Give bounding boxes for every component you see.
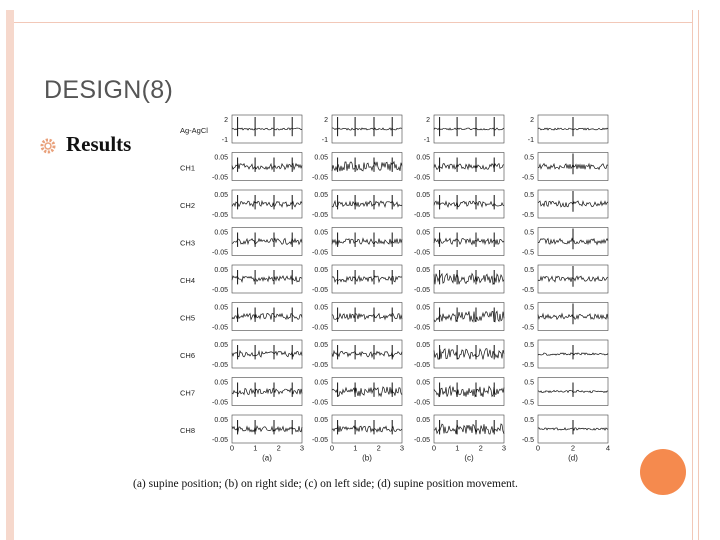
- channel-label-ch2: CH2: [180, 201, 196, 210]
- y-tick-top: 0.05: [416, 192, 430, 199]
- y-tick-bottom: -0.05: [414, 362, 430, 369]
- channel-label-ch3: CH3: [180, 238, 196, 248]
- signal-trace: [232, 164, 302, 170]
- y-tick-bottom: -0.05: [414, 287, 430, 294]
- y-tick-top: 0.05: [214, 417, 228, 424]
- y-tick-bottom: -1: [321, 137, 328, 144]
- signal-trace: [332, 314, 402, 320]
- channel-label-ch1: CH1: [180, 163, 196, 173]
- slide-title: DESIGN(8): [44, 76, 174, 104]
- y-tick-top: 0.05: [214, 379, 228, 387]
- y-tick-bottom: -0.05: [312, 437, 328, 444]
- y-tick-bottom: -0.05: [414, 437, 430, 444]
- y-tick-top: 0.05: [314, 417, 328, 424]
- y-tick-top: 0.05: [214, 229, 228, 237]
- signal-trace: [332, 426, 402, 432]
- y-tick-top: 0.5: [524, 267, 534, 274]
- panel-frame: [232, 378, 302, 406]
- channel-label-ch8: CH8: [180, 426, 196, 435]
- y-tick-top: 2: [224, 117, 228, 124]
- y-tick-top: 0.5: [524, 154, 534, 162]
- channel-label-ch5: CH5: [180, 313, 196, 323]
- y-tick-top: 0.05: [314, 154, 328, 162]
- signal-figure: [176, 110, 616, 475]
- signal-trace: [434, 274, 504, 285]
- y-tick-top: 0.05: [416, 304, 430, 312]
- y-tick-top: 0.05: [314, 342, 328, 349]
- y-tick-bottom: -0.05: [212, 324, 228, 332]
- y-tick-bottom: -0.5: [521, 174, 534, 182]
- column-label: (a): [262, 453, 272, 463]
- signal-trace: [332, 201, 402, 207]
- x-tick-label: 2: [478, 443, 483, 453]
- x-tick-label: 1: [353, 443, 358, 453]
- gear-bullet-icon: [40, 138, 56, 154]
- panel-frame: [332, 153, 402, 181]
- frame-top: [0, 0, 718, 10]
- y-tick-top: 0.5: [524, 417, 534, 424]
- channel-label-ch4: CH4: [180, 276, 196, 285]
- y-tick-top: 0.05: [416, 154, 430, 162]
- signal-trace: [434, 239, 504, 245]
- y-tick-top: 0.05: [314, 304, 328, 312]
- signal-trace: [434, 201, 504, 207]
- signal-trace: [332, 387, 402, 396]
- channel-label-ag-agcl: Ag-AgCl: [180, 126, 208, 135]
- y-tick-bottom: -0.5: [521, 324, 534, 332]
- signal-trace: [232, 276, 302, 282]
- x-tick-label: 0: [229, 443, 235, 453]
- y-tick-top: 0.05: [416, 379, 430, 387]
- y-tick-top: 0.05: [314, 192, 328, 199]
- signal-trace: [232, 351, 302, 357]
- frame-right-line: [692, 10, 693, 540]
- y-tick-bottom: -0.05: [212, 362, 228, 369]
- x-tick-label: 3: [501, 443, 507, 453]
- bullet-results: Results: [66, 132, 132, 156]
- signal-trace: [332, 351, 402, 357]
- y-tick-bottom: -0.05: [212, 212, 228, 219]
- x-tick-label: 2: [376, 443, 381, 453]
- y-tick-bottom: -0.05: [212, 287, 228, 294]
- y-tick-bottom: -0.5: [521, 437, 534, 444]
- y-tick-top: 0.05: [416, 342, 430, 349]
- y-tick-top: 0.5: [524, 304, 534, 312]
- y-tick-bottom: -0.5: [521, 212, 534, 219]
- y-tick-top: 0.5: [524, 379, 534, 387]
- x-tick-label: 2: [570, 443, 576, 453]
- signal-trace: [232, 314, 302, 320]
- y-tick-bottom: -0.05: [312, 212, 328, 219]
- signal-trace: [434, 349, 504, 360]
- y-tick-bottom: -1: [527, 137, 534, 144]
- y-tick-top: 0.05: [314, 267, 328, 274]
- y-tick-top: 0.05: [214, 267, 228, 274]
- x-tick-label: 0: [535, 443, 541, 453]
- y-tick-top: 0.05: [416, 417, 430, 424]
- y-tick-top: 2: [530, 117, 534, 124]
- y-tick-bottom: -0.5: [521, 249, 534, 257]
- y-tick-bottom: -1: [221, 137, 228, 144]
- column-label: (d): [568, 453, 578, 463]
- signal-trace: [434, 128, 504, 130]
- y-tick-bottom: -0.05: [212, 399, 228, 407]
- signal-trace: [434, 386, 504, 397]
- x-tick-label: 3: [299, 443, 305, 453]
- y-tick-bottom: -0.05: [312, 362, 328, 369]
- column-label: (c): [464, 453, 474, 463]
- signal-trace: [434, 424, 504, 434]
- y-tick-top: 0.05: [214, 192, 228, 199]
- frame-right-line-outer: [698, 10, 699, 540]
- y-tick-bottom: -1: [423, 137, 430, 144]
- y-tick-bottom: -0.05: [414, 324, 430, 332]
- y-tick-bottom: -0.05: [212, 174, 228, 182]
- y-tick-top: 0.05: [214, 154, 228, 162]
- signal-trace: [332, 128, 402, 130]
- frame-left-bar: [6, 10, 14, 540]
- x-tick-label: 0: [329, 443, 335, 453]
- y-tick-bottom: -0.05: [414, 174, 430, 182]
- y-tick-bottom: -0.05: [414, 399, 430, 407]
- channel-label-ch7: CH7: [180, 388, 196, 398]
- y-tick-bottom: -0.05: [312, 174, 328, 182]
- x-tick-label: 1: [455, 443, 460, 453]
- y-tick-top: 2: [324, 117, 328, 124]
- x-tick-label: 0: [431, 443, 437, 453]
- signal-trace: [434, 311, 504, 322]
- y-tick-bottom: -0.05: [312, 399, 328, 407]
- y-tick-top: 2: [426, 117, 430, 124]
- y-tick-bottom: -0.05: [212, 249, 228, 257]
- y-tick-top: 0.05: [416, 229, 430, 237]
- y-tick-bottom: -0.05: [414, 212, 430, 219]
- decorative-circle: [640, 449, 686, 495]
- y-tick-top: 0.5: [524, 192, 534, 199]
- signal-trace: [332, 276, 402, 282]
- signal-trace: [232, 239, 302, 245]
- column-label: (b): [362, 453, 372, 463]
- x-tick-label: 3: [399, 443, 405, 453]
- signal-trace: [332, 239, 402, 245]
- signal-trace: [434, 164, 504, 170]
- x-tick-label: 1: [253, 443, 258, 453]
- signal-trace: [332, 162, 402, 171]
- y-tick-bottom: -0.05: [312, 249, 328, 257]
- y-tick-bottom: -0.05: [312, 287, 328, 294]
- y-tick-bottom: -0.5: [521, 362, 534, 369]
- x-tick-label: 4: [605, 443, 611, 453]
- y-tick-top: 0.05: [314, 379, 328, 387]
- y-tick-top: 0.5: [524, 342, 534, 349]
- y-tick-top: 0.05: [416, 267, 430, 274]
- signal-trace: [232, 128, 302, 130]
- y-tick-bottom: -0.05: [414, 249, 430, 257]
- channel-label-ch6: CH6: [180, 351, 196, 360]
- signal-trace: [232, 201, 302, 207]
- signal-trace: [232, 389, 302, 395]
- frame-top-line: [14, 22, 692, 23]
- figure-caption: (a) supine position; (b) on right side; (c) on left side; (d) supine position movement.: [133, 478, 518, 490]
- y-tick-top: 0.05: [214, 304, 228, 312]
- y-tick-bottom: -0.05: [212, 437, 228, 444]
- y-tick-bottom: -0.5: [521, 399, 534, 407]
- y-tick-bottom: -0.5: [521, 287, 534, 294]
- y-tick-top: 0.05: [214, 342, 228, 349]
- y-tick-top: 0.5: [524, 229, 534, 237]
- y-tick-bottom: -0.05: [312, 324, 328, 332]
- y-tick-top: 0.05: [314, 229, 328, 237]
- signal-trace: [232, 426, 302, 432]
- x-tick-label: 2: [276, 443, 281, 453]
